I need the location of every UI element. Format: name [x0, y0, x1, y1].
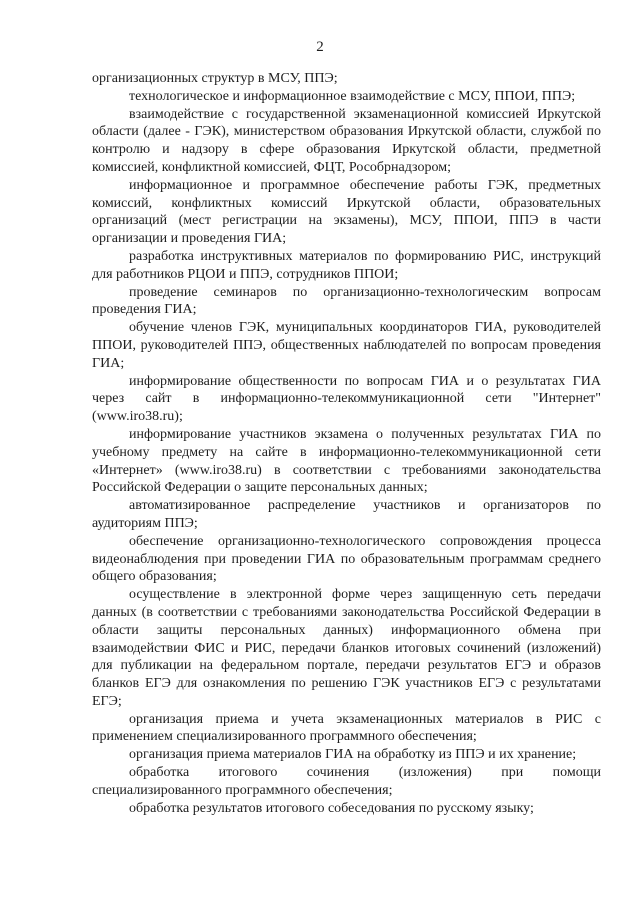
list-item: обеспечение организационно-технологического сопровождения процесса видеонаблюдения при проведении ГИА по образовательным программам среднего общего образования;	[92, 533, 601, 585]
list-item: обработка итогового сочинения (изложения) при помощи специализированного программного обеспечения;	[92, 765, 601, 798]
list-item: взаимодействие с государственной экзаменационной комиссией Иркутской области (далее - ГЭК), министерством образования Иркутской области, службой по контролю и надзору в сфере образования Иркутской области, предметной комиссией, конфликтной комиссией, ФЦТ, Рособрнадзором;	[92, 106, 601, 175]
list-item: организация приема материалов ГИА на обработку из ППЭ и их хранение;	[129, 747, 577, 763]
list-item: автоматизированное распределение участников и организаторов по аудиториям ППЭ;	[92, 498, 601, 531]
list-item: организация приема и учета экзаменационных материалов в РИС с применением специализированного программного обеспечения;	[92, 711, 601, 745]
list-item: технологическое и информационное взаимодействие с МСУ, ППОИ, ППЭ;	[129, 88, 576, 104]
document-body	[92, 70, 601, 817]
paragraph-continuation: организационных структур в МСУ, ППЭ;	[92, 71, 338, 86]
list-item: обучение членов ГЭК, муниципальных координаторов ГИА, руководителей ППОИ, руководителей ППЭ, общественных наблюдателей по вопросам проведения ГИА;	[92, 320, 601, 371]
list-item: разработка инструктивных материалов по формированию РИС, инструкций для работников РЦОИ и ППЭ, сотрудников ППОИ;	[92, 248, 601, 282]
page-number: 2	[316, 39, 324, 55]
list-item: информирование общественности по вопросам ГИА и о результатах ГИА через сайт в информационно-телекоммуникационной сети "Интернет" (www.iro38.ru);	[92, 373, 601, 425]
list-item: проведение семинаров по организационно-технологическим вопросам проведения ГИА;	[92, 284, 601, 318]
list-item: информирование участников экзамена о полученных результатах ГИА по учебному предмету на сайте в информационно-телекоммуникационной сети «Интернет» (www.iro38.ru) в соответствии с требованиями законодательства Российской Федерации о защите персональных данных;	[92, 426, 601, 496]
list-item: информационное и программное обеспечение работы ГЭК, предметных комиссий, конфликтных комиссий Иркутской области, образовательных организаций (мест регистрации на экзамены), МСУ, ППОИ, ППЭ в части организации и проведения ГИА;	[92, 177, 601, 247]
list-item: обработка результатов итогового собеседования по русскому языку;	[129, 800, 534, 816]
list-item: осуществление в электронной форме через защищенную сеть передачи данных (в соответствии с требованиями законодательства Российской Федерации в области защиты персональных данных) информационного обмена при взаимодействии ФИС и РИС, передачи бланков итоговых сочинений (изложений) для публикации на федеральном портале, передачи результатов ЕГЭ и образов бланков ЕГЭ для ознакомления по решению ГЭК участников ЕГЭ с результатами ЕГЭ;	[92, 587, 601, 709]
